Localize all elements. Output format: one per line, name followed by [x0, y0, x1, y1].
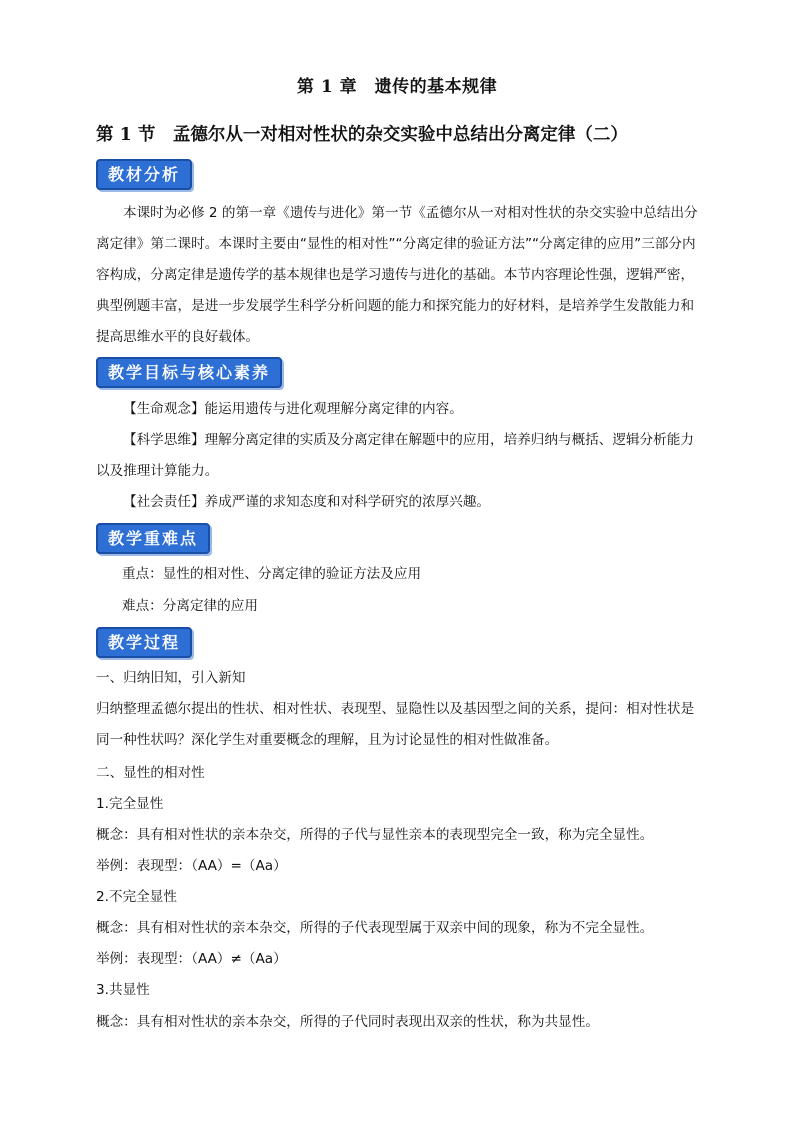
badge-teaching-process: 教学过程 [96, 627, 192, 658]
example-incomplete-dominance: 举例：表现型：（AA）≠（Aa） [96, 951, 287, 967]
chapter-title: 第 1 章 遗传的基本规律 [296, 77, 498, 97]
objective-scientific-thinking: 【科学思维】理解分离定律的实质及分离定律在解题中的应用，培养归纳与概括、逻辑分析能力以及推理计算能力。 [96, 432, 694, 479]
badge-key-points: 教学重难点 [96, 523, 210, 554]
objective-life-concept: 【生命观念】能运用遗传与进化观理解分离定律的内容。 [123, 401, 463, 417]
badge-objectives: 教学目标与核心素养 [96, 357, 282, 388]
process-heading-1: 一、归纳旧知，引入新知 [96, 670, 246, 686]
concept-codominance: 概念：具有相对性状的亲本杂交，所得的子代同时表现出双亲的性状，称为共显性。 [96, 1014, 599, 1030]
concept-complete-dominance: 概念：具有相对性状的亲本杂交，所得的子代与显性亲本的表现型完全一致，称为完全显性。 [96, 827, 654, 843]
subheading-complete-dominance: 1.完全显性 [96, 796, 164, 812]
badge-textbook-analysis: 教材分析 [96, 159, 192, 190]
analysis-paragraph: 本课时为必修 2 的第一章《遗传与进化》第一节《孟德尔从一对相对性状的杂交实验中总结出分离定律》第二课时。本课时主要由“显性的相对性”“分离定律的验证方法”“分离定律的应用”三部分内容构成，分离定律是遗传学的基本规律也是学习遗传与进化的基础。本节内容理论性强，逻辑严密，典型例题丰富，是进一步发展学生科学分析问题的能力和探究能力的好材料，是培养学生发散能力和提高思维水平的良好载体。 [96, 205, 698, 345]
example-complete-dominance: 举例：表现型：（AA）=（Aa） [96, 858, 287, 874]
process-heading-2: 二、显性的相对性 [96, 765, 205, 781]
difficult-point: 难点：分离定律的应用 [122, 598, 258, 614]
key-point: 重点：显性的相对性、分离定律的验证方法及应用 [122, 566, 422, 582]
subheading-codominance: 3.共显性 [96, 982, 150, 998]
subheading-incomplete-dominance: 2.不完全显性 [96, 889, 177, 905]
section-title: 第 1 节 孟德尔从一对相对性状的杂交实验中总结出分离定律（二） [96, 125, 628, 145]
process-paragraph: 归纳整理孟德尔提出的性状、相对性状、表现型、显隐性以及基因型之间的关系，提问：相对性状是同一种性状吗？深化学生对重要概念的理解，且为讨论显性的相对性做准备。 [96, 701, 695, 748]
objective-social-responsibility: 【社会责任】养成严谨的求知态度和对科学研究的浓厚兴趣。 [123, 494, 491, 510]
concept-incomplete-dominance: 概念：具有相对性状的亲本杂交，所得的子代表现型属于双亲中间的现象，称为不完全显性。 [96, 920, 654, 936]
